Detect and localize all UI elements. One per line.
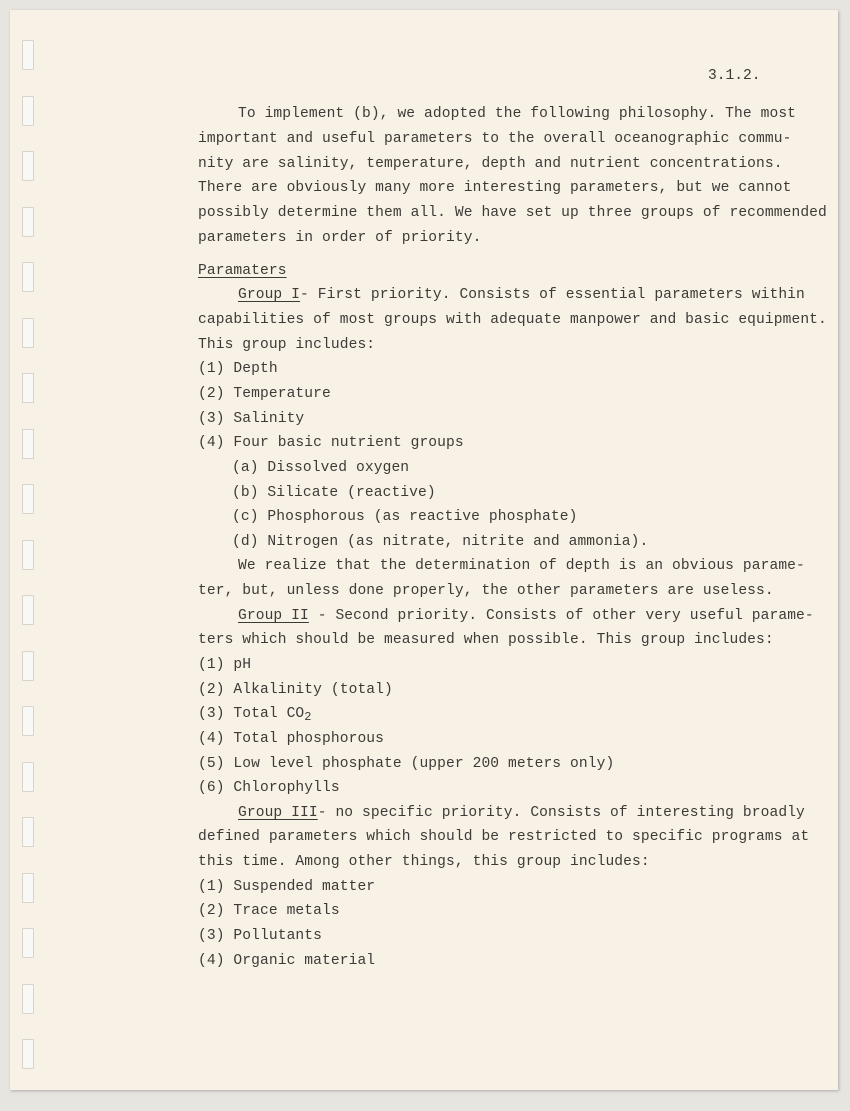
binder-hole [22, 207, 34, 237]
group-3-label: Group III [238, 805, 318, 821]
group-2-line: ters which should be measured when possible. This group includes: [198, 632, 774, 648]
binder-hole [22, 429, 34, 459]
list-item [198, 706, 312, 722]
binder-hole [22, 151, 34, 181]
binder-hole [22, 373, 34, 403]
binder-hole [22, 984, 34, 1014]
binder-hole [22, 817, 34, 847]
document-page [10, 10, 838, 1090]
binder-hole [22, 595, 34, 625]
list-item: (1) pH [198, 657, 252, 673]
group-2-text: - Second priority. Consists of other very useful parame- [308, 608, 814, 624]
intro-line: parameters in order of priority. [198, 230, 482, 246]
co2-label: (3) Total CO [198, 706, 305, 722]
binder-hole [22, 1039, 34, 1069]
group-1-text: - First priority. Consists of essential parameters within [300, 287, 805, 303]
list-item: (4) Organic material [198, 953, 376, 969]
list-item: (4) Total phosphorous [198, 731, 385, 747]
binder-hole [22, 262, 34, 292]
group-2-label: Group II [238, 608, 309, 624]
section-heading: Paramaters [198, 263, 287, 279]
list-item: (3) Salinity [198, 411, 305, 427]
list-item: (5) Low level phosphate (upper 200 meters only) [198, 756, 615, 772]
binder-hole [22, 651, 34, 681]
intro-line: possibly determine them all. We have set up three groups of recommended [198, 205, 827, 221]
binder-hole [22, 540, 34, 570]
list-item: (3) Pollutants [198, 928, 323, 944]
list-item: (4) Four basic nutrient groups [198, 435, 464, 451]
intro-line: important and useful parameters to the overall oceanographic commu- [198, 131, 792, 147]
group-2-intro [238, 608, 814, 624]
list-item: (1) Depth [198, 361, 278, 377]
group-1-intro [238, 287, 805, 303]
co2-subscript: 2 [304, 710, 312, 724]
group-1-line: capabilities of most groups with adequate manpower and basic equipment. [198, 312, 827, 328]
list-item: (2) Temperature [198, 386, 331, 402]
note-line: We realize that the determination of depth is an obvious parame- [238, 558, 805, 574]
note-line: ter, but, unless done properly, the other parameters are useless. [198, 583, 774, 599]
group-3-text: - no specific priority. Consists of interesting broadly [317, 805, 805, 821]
intro-line: To implement (b), we adopted the following philosophy. The most [238, 106, 797, 122]
group-1-label: Group I [238, 287, 301, 303]
sub-list-item: (b) Silicate (reactive) [232, 485, 436, 501]
group-3-line: defined parameters which should be restricted to specific programs at [198, 829, 810, 845]
group-1-line: This group includes: [198, 337, 376, 353]
intro-line: nity are salinity, temperature, depth and nutrient concentrations. [198, 156, 783, 172]
binder-hole [22, 873, 34, 903]
list-item: (2) Trace metals [198, 903, 340, 919]
list-item: (6) Chlorophylls [198, 780, 340, 796]
sub-list-item: (c) Phosphorous (as reactive phosphate) [232, 509, 578, 525]
binder-hole [22, 762, 34, 792]
binder-hole [22, 928, 34, 958]
list-item: (1) Suspended matter [198, 879, 376, 895]
binder-hole [22, 484, 34, 514]
sub-list-item: (d) Nitrogen (as nitrate, nitrite and ammonia). [232, 534, 649, 550]
binder-hole [22, 96, 34, 126]
group-3-intro [238, 805, 805, 821]
list-item: (2) Alkalinity (total) [198, 682, 393, 698]
binder-hole [22, 40, 34, 70]
binder-hole [22, 706, 34, 736]
group-3-line: this time. Among other things, this group includes: [198, 854, 650, 870]
page-number: 3.1.2. [708, 68, 761, 84]
sub-list-item: (a) Dissolved oxygen [232, 460, 410, 476]
intro-line: There are obviously many more interesting parameters, but we cannot [198, 180, 792, 196]
binder-hole [22, 318, 34, 348]
